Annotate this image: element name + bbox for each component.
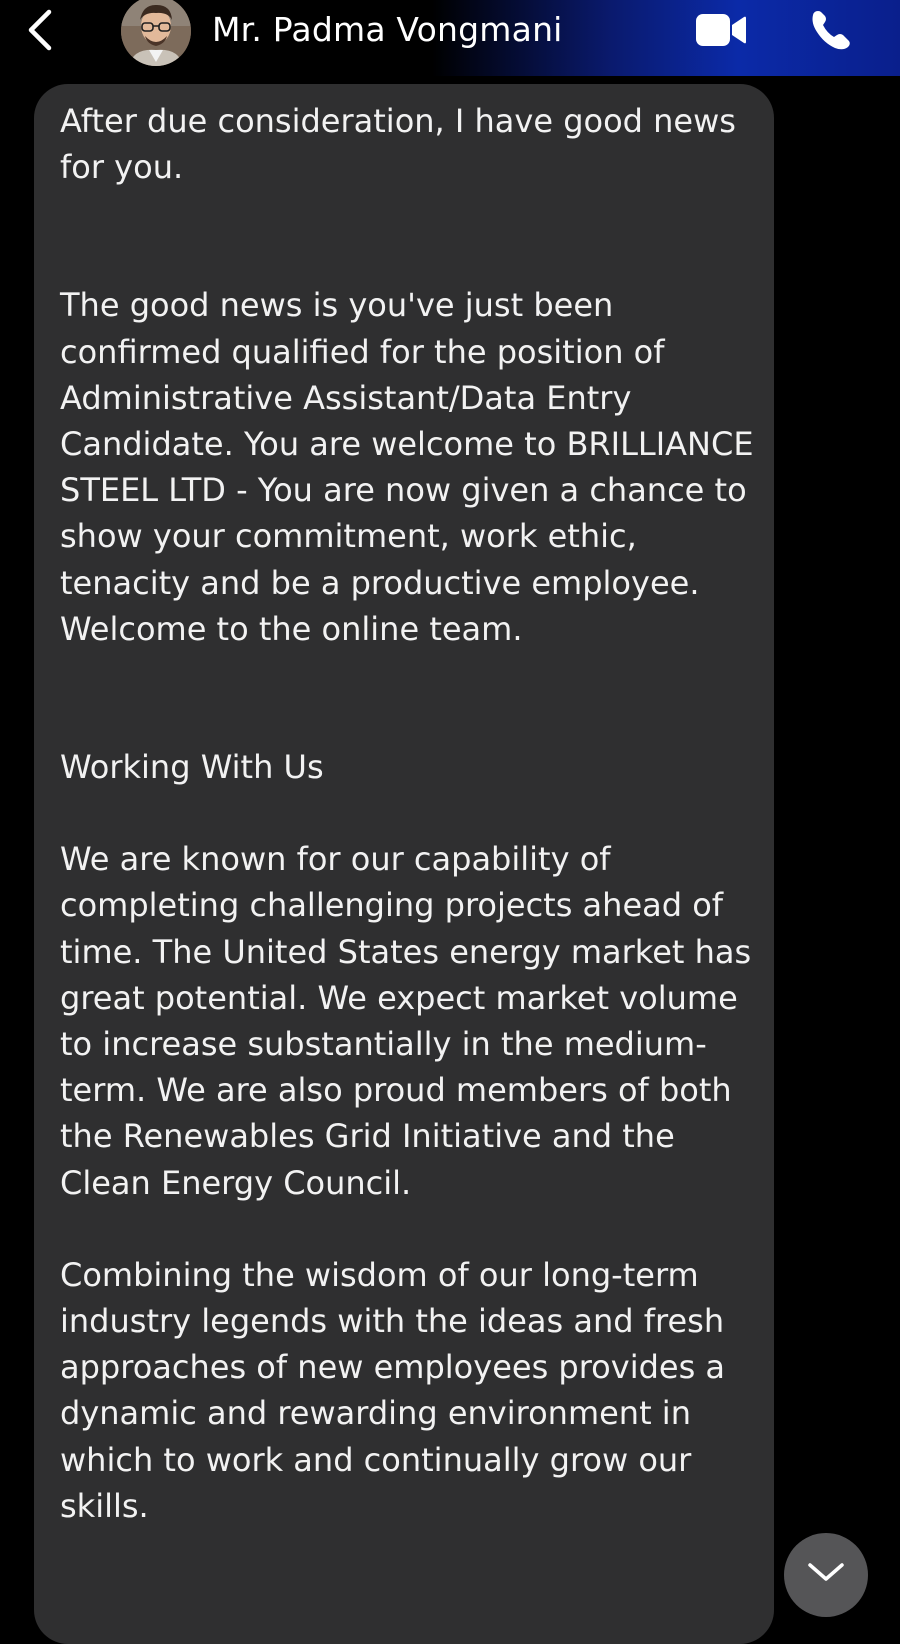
chevron-left-icon	[25, 8, 55, 52]
message-paragraph: The good news is you've just been confirmed qualified for the position of Administrative Assistant/Data Entry Candidate. You are welcome to BRILLIANCE STEEL LTD - You are now given a chance to show your commitment, work ethic, tenacity and be a productive employee. Welcome to the online team.	[60, 286, 754, 648]
paragraph-spacer	[60, 652, 754, 744]
back-button[interactable]	[18, 6, 62, 54]
video-camera-icon	[694, 10, 748, 50]
message-paragraph: Combining the wisdom of our long-term industry legends with the ideas and fresh approaches of new employees provides a dynamic and rewarding environment in which to work and continually grow our skills.	[60, 1255, 726, 1525]
paragraph-spacer	[60, 1206, 754, 1252]
contact-photo-icon	[121, 0, 191, 66]
contact-name[interactable]: Mr. Padma Vongmani	[212, 10, 563, 49]
message-heading: Working With Us	[60, 748, 324, 787]
voice-call-button[interactable]	[809, 8, 853, 52]
chat-header	[0, 0, 900, 76]
paragraph-spacer	[60, 190, 754, 282]
message-paragraph: After due consideration, I have good news for you.	[60, 102, 736, 187]
phone-icon	[809, 8, 853, 52]
video-call-button[interactable]	[694, 10, 748, 50]
scroll-to-bottom-button[interactable]	[784, 1533, 868, 1617]
paragraph-spacer	[60, 790, 754, 836]
chevron-down-icon	[804, 1533, 848, 1603]
avatar[interactable]	[121, 0, 191, 66]
message-bubble[interactable]	[34, 84, 774, 1644]
message-paragraph: We are known for our capability of completing challenging projects ahead of time. The United States energy market has great potential. We expect market volume to increase substantially in the medium-term. We are also proud members of both the Renewables Grid Initiative and the Clean Energy Council.	[60, 840, 752, 1202]
